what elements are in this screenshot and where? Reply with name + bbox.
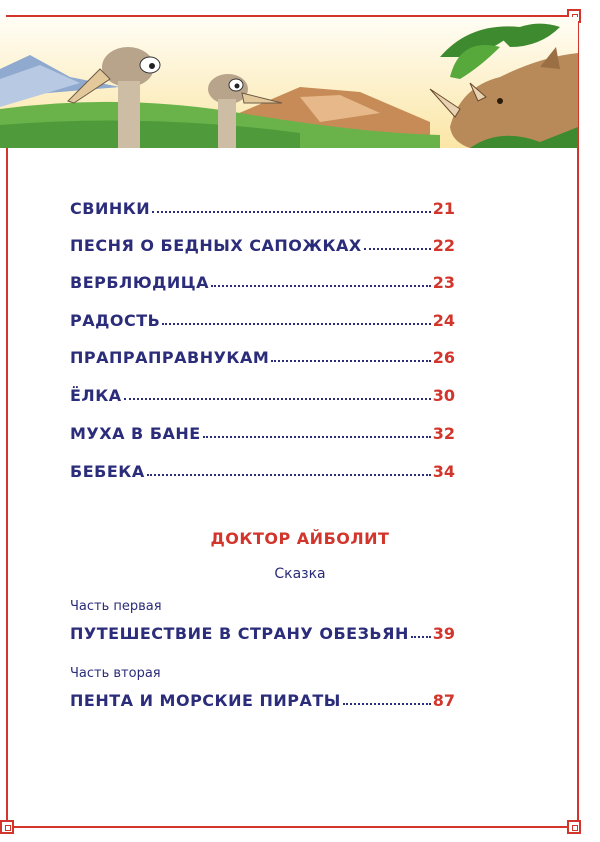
toc-title: ПЕСНЯ О БЕДНЫХ САПОЖКАХ [70, 236, 362, 255]
toc-page-number: 32 [432, 424, 455, 443]
toc-title: СВИНКИ [70, 199, 151, 218]
toc-entry[interactable] [70, 308, 455, 330]
toc-leader [271, 359, 430, 362]
section-subheading [0, 563, 600, 582]
toc-leader [162, 322, 430, 325]
toc-entry[interactable] [70, 459, 455, 481]
toc-title: БЕБЕКА [70, 462, 145, 481]
toc-leader [364, 247, 431, 250]
illustration-banner [0, 17, 578, 148]
toc-title: ЁЛКА [70, 386, 122, 405]
toc-page-number: 22 [432, 236, 455, 255]
part-label: Часть вторая [70, 666, 161, 681]
toc-entry[interactable] [70, 621, 455, 643]
toc-title: ВЕРБЛЮДИЦА [70, 273, 209, 292]
toc-entry[interactable] [70, 345, 455, 367]
toc-leader [152, 210, 431, 213]
toc-entry[interactable] [70, 421, 455, 443]
toc-leader [343, 702, 431, 705]
section-title: ДОКТОР АЙБОЛИТ [210, 529, 390, 548]
toc-page-number: 21 [432, 199, 455, 218]
section-heading [0, 529, 600, 548]
frame-corner-bottom-left [0, 820, 14, 834]
toc-leader [203, 435, 431, 438]
toc-title: ПЕНТА И МОРСКИЕ ПИРАТЫ [70, 691, 341, 710]
toc-leader [124, 397, 431, 400]
toc-entry[interactable] [70, 233, 455, 255]
toc-title: МУХА В БАНЕ [70, 424, 201, 443]
toc-title: ПУТЕШЕСТВИЕ В СТРАНУ ОБЕЗЬЯН [70, 624, 409, 643]
toc-title: ПРАПРАПРАВНУКАМ [70, 348, 270, 367]
toc-entry[interactable] [70, 688, 455, 710]
toc-title: РАДОСТЬ [70, 311, 161, 330]
toc-page-number: 26 [432, 348, 455, 367]
toc-page-number: 24 [432, 311, 455, 330]
toc-page-number: 39 [432, 624, 455, 643]
toc-page-number: 23 [432, 273, 455, 292]
toc-leader [147, 473, 431, 476]
toc-page-number: 34 [432, 462, 455, 481]
toc-page-number: 87 [432, 691, 455, 710]
toc-leader [411, 635, 431, 638]
part-label: Часть первая [70, 599, 162, 614]
toc-entry[interactable] [70, 383, 455, 405]
toc-leader [211, 284, 431, 287]
toc-entry[interactable] [70, 270, 455, 292]
toc-page-number: 30 [432, 386, 455, 405]
toc-entry[interactable] [70, 196, 455, 218]
section-subtitle: Сказка [274, 566, 326, 582]
frame-corner-bottom-right [567, 820, 581, 834]
